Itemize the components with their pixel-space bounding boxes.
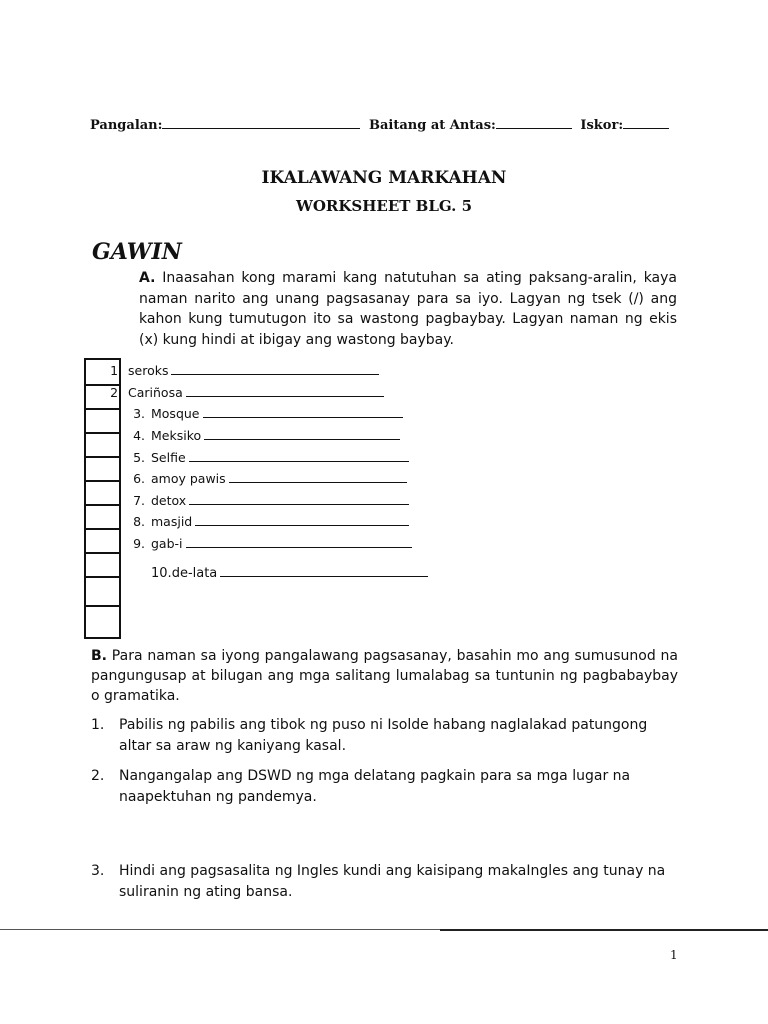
sentence-item: 1. Pabilis ng pabilis ang tibok ng puso ni Isolde habang naglalakad patungong altar sa araw ng kaniyang kasal. xyxy=(91,715,678,757)
sentence-text[interactable]: Hindi ang pagsasalita ng Ingles kundi ang kaisipang makaIngles ang tunay na suliranin ng ating bansa. xyxy=(119,863,666,900)
answer-box[interactable] xyxy=(84,432,121,456)
answer-box[interactable] xyxy=(84,552,121,576)
list-item: 8. masjid xyxy=(123,514,409,529)
answer-line[interactable] xyxy=(204,429,400,440)
answer-line[interactable] xyxy=(203,407,403,418)
answer-line[interactable] xyxy=(195,515,409,526)
sentence-item: 3. Hindi ang pagsasalita ng Ingles kundi ang kaisipang makaIngles ang tunay na suliranin ng ating bansa. xyxy=(91,861,678,903)
sentence-text[interactable]: Pabilis ng pabilis ang tibok ng puso ni Isolde habang naglalakad patungong altar sa araw ng kaniyang kasal. xyxy=(119,717,648,754)
item-word: amoy pawis xyxy=(151,471,226,486)
footer-divider-thick xyxy=(440,929,768,931)
list-item: 5. Selfie xyxy=(123,450,409,465)
item-word: Meksiko xyxy=(151,428,202,443)
part-a-letter: A. xyxy=(139,270,156,286)
answer-box[interactable] xyxy=(84,605,121,639)
answer-line[interactable] xyxy=(186,537,412,548)
list-item: 1. seroks xyxy=(100,363,379,378)
item-word: seroks xyxy=(128,363,169,378)
student-info-line xyxy=(90,118,690,133)
list-item: 9. gab-i xyxy=(123,536,412,551)
item-word: de-lata xyxy=(171,566,218,581)
item-word: masjid xyxy=(151,514,193,529)
answer-line[interactable] xyxy=(220,566,428,577)
section-heading: GAWIN xyxy=(92,239,182,265)
item-word: gab-i xyxy=(151,536,183,551)
score-label: Iskor: xyxy=(580,118,624,133)
answer-line[interactable] xyxy=(189,494,409,505)
page-number: 1 xyxy=(670,948,678,962)
worksheet-number: WORKSHEET BLG. 5 xyxy=(295,197,473,215)
list-item: 3. Mosque xyxy=(123,406,403,421)
answer-box[interactable] xyxy=(84,480,121,504)
sentence-text[interactable]: Nangangalap ang DSWD ng mga delatang pagkain para sa mga lugar na naapektuhan ng pandemya. xyxy=(119,768,631,805)
part-b-text: Para naman sa iyong pangalawang pagsasanay, basahin mo ang sumusunod na pangungusap at bilugan ang mga salitang lumalabag sa tuntunin ng pagbabaybay o gramatika. xyxy=(91,648,678,704)
list-item: 6. amoy pawis xyxy=(123,471,407,486)
answer-box[interactable] xyxy=(84,528,121,552)
answer-line[interactable] xyxy=(229,472,407,483)
answer-line[interactable] xyxy=(189,451,409,462)
answer-boxes xyxy=(84,358,122,639)
answer-box[interactable] xyxy=(84,504,121,528)
part-b-instructions xyxy=(91,646,678,706)
sentence-item: 2. Nangangalap ang DSWD ng mga delatang pagkain para sa mga lugar na naapektuhan ng pandemya. xyxy=(91,766,678,808)
item-word: Selfie xyxy=(151,450,186,465)
quarter-title: IKALAWANG MARKAHAN xyxy=(261,168,507,188)
part-b-letter: B. xyxy=(91,648,107,664)
name-field[interactable] xyxy=(162,118,360,129)
item-word: detox xyxy=(151,493,187,508)
part-a-instructions xyxy=(139,268,677,350)
item-word: Cariñosa xyxy=(128,385,183,400)
list-item: 10.de-lata xyxy=(151,566,428,581)
list-item: 7. detox xyxy=(123,493,409,508)
answer-box[interactable] xyxy=(84,456,121,480)
answer-box[interactable] xyxy=(84,576,121,605)
grade-label: Baitang at Antas: xyxy=(368,118,496,133)
list-item: 4. Meksiko xyxy=(123,428,400,443)
name-label: Pangalan: xyxy=(90,118,163,133)
score-field[interactable] xyxy=(623,118,669,129)
item-word: Mosque xyxy=(151,406,200,421)
answer-box[interactable] xyxy=(84,408,121,432)
list-item: 2. Cariñosa xyxy=(100,385,384,400)
answer-line[interactable] xyxy=(171,364,379,375)
grade-field[interactable] xyxy=(496,118,572,129)
answer-line[interactable] xyxy=(186,386,384,397)
part-a-text: Inaasahan kong marami kang natutuhan sa ating paksang-aralin, kaya naman narito ang unang pagsasanay para sa iyo. Lagyan ng tsek (/) ang kahon kung tumutugon ito sa wastong pagbaybay. Lagyan naman ng ekis (x) kung hindi at ibigay ang wastong baybay. xyxy=(139,270,677,348)
